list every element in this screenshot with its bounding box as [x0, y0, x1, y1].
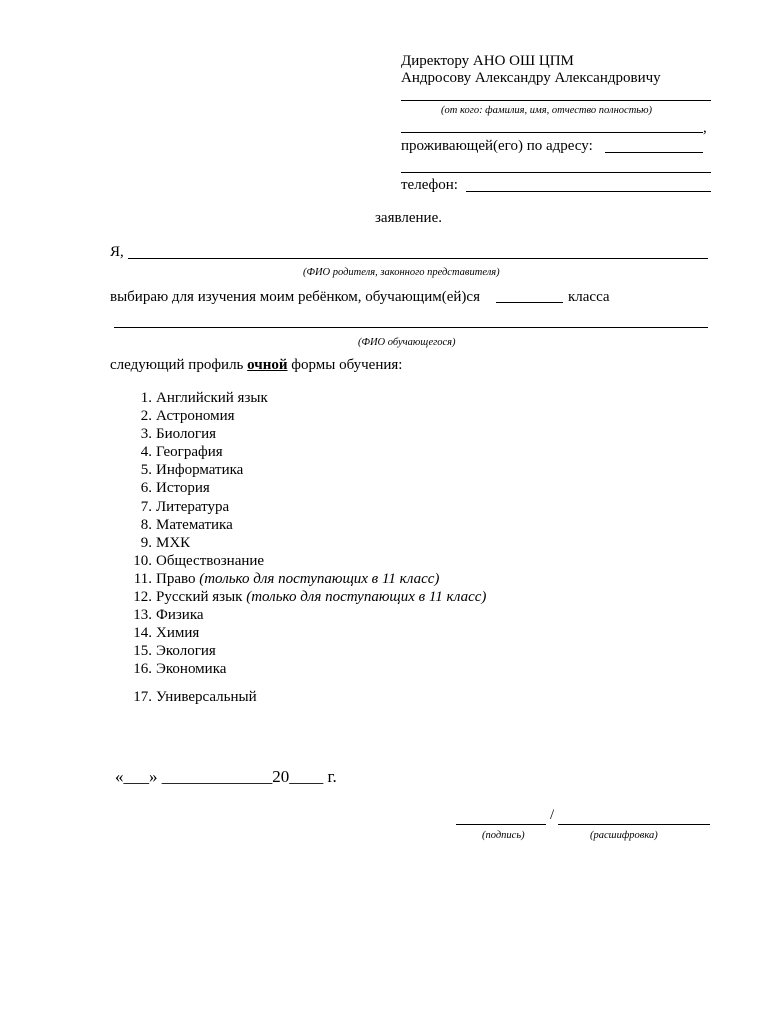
profile-universal [122, 688, 257, 706]
signature-line [456, 824, 546, 825]
comma: , [703, 120, 707, 136]
profile-sentence [110, 356, 402, 374]
from-hint: (от кого: фамилия, имя, отчество полностью) [441, 105, 652, 116]
choose-prefix: выбираю для изучения моим ребёнком, обучающим(ей)ся [110, 289, 480, 305]
profile-item: 15. Экология [133, 643, 216, 660]
profile-item: 8. Математика [140, 516, 233, 533]
profile-item: 4. География [140, 444, 223, 461]
recipient-line-2: Андросову Александру Александровичу [401, 70, 661, 86]
parent-name-line [128, 258, 708, 259]
universal-num: 17. [133, 689, 152, 705]
address-line [605, 152, 703, 153]
choose-suffix: класса [568, 289, 610, 305]
profile-item: 1. Английский язык [140, 390, 268, 406]
profile-item: 16. Экономика [133, 661, 227, 678]
i-label: Я, [110, 244, 124, 260]
profile-item: 2. Астрономия [140, 408, 235, 425]
profile-item: 11. Право (только для поступающих в 11 класс) [133, 570, 440, 587]
from-name-line [401, 100, 711, 101]
signature-separator: / [550, 807, 555, 823]
decode-hint: (расшифровка) [590, 830, 658, 841]
profile-item: 10. Обществознание [133, 552, 265, 569]
student-name-line [114, 327, 708, 328]
from-name-line-2 [401, 132, 703, 133]
profile-emph: очной [247, 357, 288, 373]
profile-suffix: формы обучения: [291, 357, 403, 373]
profile-item: 7. Литература [140, 498, 230, 515]
address-label: проживающей(его) по адресу: [401, 138, 593, 154]
recipient-line-1: Директору АНО ОШ ЦПМ [401, 53, 574, 69]
class-line [496, 302, 563, 303]
address-line-2 [401, 172, 711, 173]
phone-line [466, 191, 711, 192]
universal-name: Универсальный [156, 689, 257, 705]
profiles-list [122, 389, 486, 679]
profile-item: 3. Биология [140, 426, 217, 443]
date-line: «___» _____________20____ г. [115, 767, 337, 786]
profile-item: 14. Химия [133, 625, 200, 642]
profile-item: 12. Русский язык (только для поступающих в 11 класс) [133, 589, 487, 606]
student-hint: (ФИО обучающегося) [358, 337, 456, 348]
profile-item: 6. История [140, 480, 210, 497]
profile-prefix: следующий профиль [110, 357, 244, 373]
document-title: заявление. [375, 210, 442, 226]
phone-label: телефон: [401, 177, 458, 193]
profile-item: 13. Физика [133, 607, 204, 624]
decode-line [558, 824, 710, 825]
signature-hint: (подпись) [482, 830, 525, 841]
profile-item: 9. МХК [140, 534, 191, 551]
parent-hint: (ФИО родителя, законного представителя) [303, 267, 500, 278]
profile-item: 5. Информатика [140, 462, 244, 479]
